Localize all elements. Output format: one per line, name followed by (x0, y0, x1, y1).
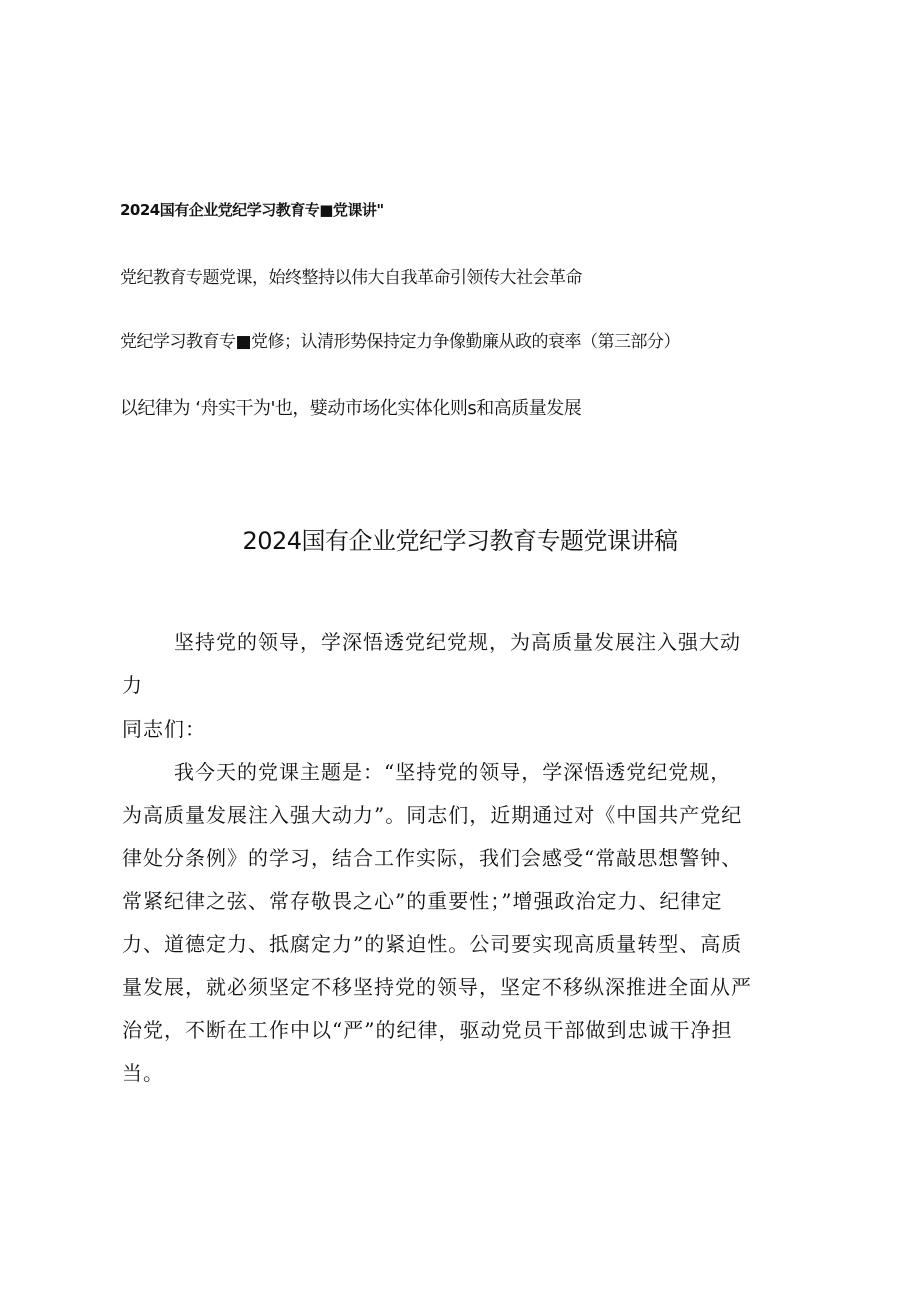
body-paragraph (122, 751, 812, 1095)
toc-item-3[interactable]: 党纪学习教育专■党修；认清形势保持定力争像勤廉从政的衰率（第三部分） (120, 332, 681, 352)
paragraph-line: 律处分条例》的学习，结合工作实际，我们会感受“常敲思想警钟、 (122, 846, 743, 870)
salutation: 同志们： (122, 717, 206, 741)
paragraph-line: 常紧纪律之弦、常存敬畏之心”的重要性；”增强政治定力、纪律定 (122, 889, 723, 913)
paragraph-line: 当。 (122, 1061, 164, 1085)
toc-item-4[interactable]: 以纪律为 ‘舟实干为'也，嬖动市场化实体化则s和高质量发展 (120, 398, 582, 419)
paragraph-line: 为高质量发展注入强大动力”。同志们，近期通过对《中国共产党纪 (122, 803, 743, 827)
speech-subtitle-line-2: 力 (122, 673, 143, 697)
document-title: 2024国有企业党纪学习教育专题党课讲稿 (242, 527, 678, 555)
paragraph-line: 力、道德定力、抵腐定力”的紧迫性。公司要实现高质量转型、高质 (122, 932, 743, 956)
paragraph-line: 量发展，就必须坚定不移坚持党的领导，坚定不移纵深推进全面从严 (122, 975, 752, 999)
paragraph-line: 治党，不断在工作中以“严”的纪律，驱动党员干部做到忠诚干净担 (122, 1018, 733, 1042)
speech-subtitle-line-1: 坚持党的领导，学深悟透党纪党规，为高质量发展注入强大动 (174, 630, 741, 654)
toc-item-2[interactable]: 党纪教育专题党课，始终整持以伟大自我革命引领传大社会革命 (120, 268, 582, 288)
paragraph-line: 我今天的党课主题是：“坚持党的领导，学深悟透党纪党规， (174, 760, 732, 784)
toc-item-1[interactable]: 2024国有企业党纪学习教育专■党课讲" (120, 201, 384, 219)
